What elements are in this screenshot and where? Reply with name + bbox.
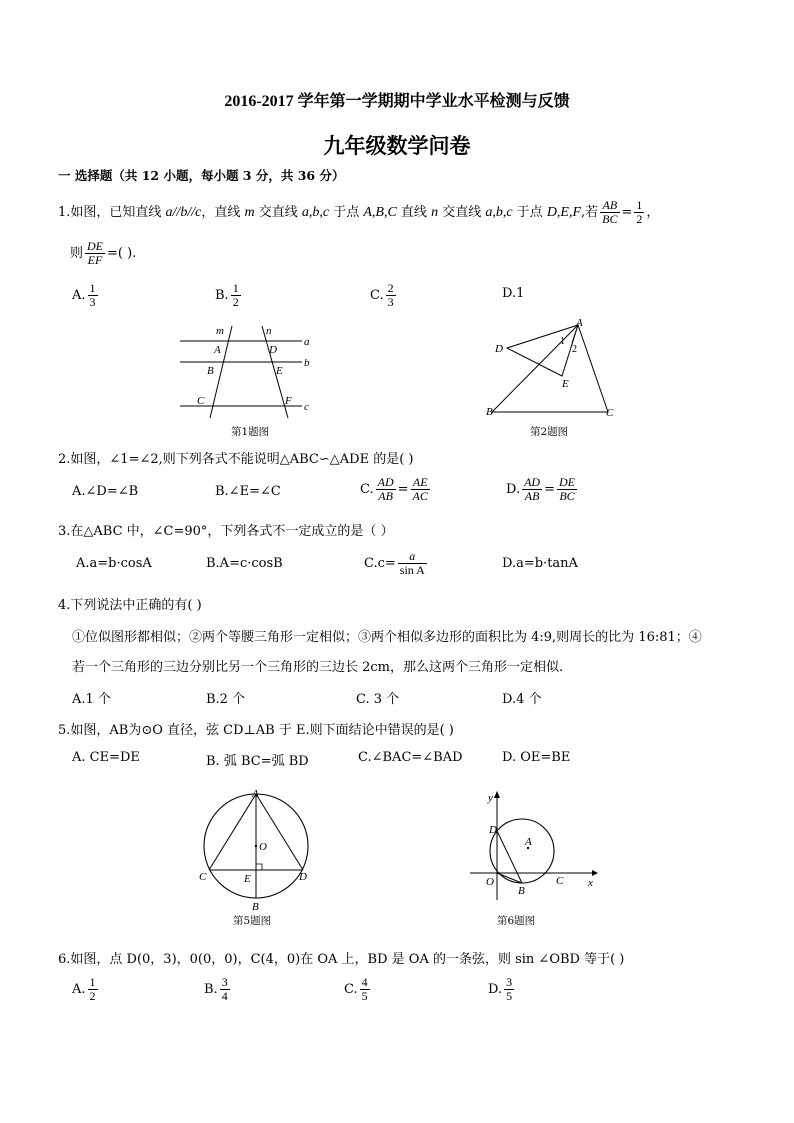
label-point-a: A	[252, 788, 259, 800]
q5-option-a[interactable]: A. CE=DE	[72, 750, 140, 765]
label-point-c: C	[197, 395, 205, 407]
fraction: $\frac{DE}{BC}$	[559, 475, 575, 503]
section-heading: 一 选择题（共 12 小题，每小题 3 分，共 36 分）	[58, 168, 345, 183]
label-y: y	[488, 792, 493, 804]
q5-option-d[interactable]: D. OE=BE	[502, 750, 571, 765]
label-point-a: A	[576, 317, 583, 329]
figure-1-caption: 第1题图	[231, 426, 270, 438]
fraction-ab-bc: $\frac{AB}{BC}$	[602, 198, 618, 226]
label-a: a	[304, 336, 310, 348]
exam-title: 2016-2017 学年第一学期期中学业水平检测与反馈	[224, 93, 570, 110]
figure-2-triangles	[480, 315, 630, 420]
q6-option-b[interactable]: B. $\frac{3}{4}$	[204, 975, 228, 1003]
q4-option-d[interactable]: D.4 个	[502, 692, 542, 707]
fraction-one-half: $\frac{1}{2}$	[636, 198, 643, 226]
label-point-c: C	[199, 871, 207, 883]
q4-option-c[interactable]: C. 3 个	[356, 692, 400, 707]
label-b: b	[304, 357, 310, 369]
fraction-de-ef: $\frac{DE}{EF}$	[87, 239, 104, 267]
question-4-line1: ①位似图形都相似；②两个等腰三角形一定相似；③两个相似多边形的面积比为 4:9,则周长的比为 16:81；④	[72, 630, 702, 645]
label-point-b: B	[207, 365, 214, 377]
q2-option-b[interactable]: B.∠E=∠C	[215, 484, 281, 499]
triangle-abc	[492, 325, 608, 412]
figure-5-caption: 第5题图	[233, 915, 272, 927]
fraction: $\frac{a}{\text{sin A}}$	[399, 549, 425, 577]
fraction: $\frac{3}{5}$	[506, 975, 513, 1003]
label-point-e: E	[562, 378, 569, 390]
q3-option-b[interactable]: B.A=c·cosB	[206, 556, 283, 571]
question-1-stem: 1.如图，已知直线 a//b//c，直线 m 交直线 a,b,c 于点 A,B,C 直线 n 交直线 a,b,c 于点 D,E,F,若 $\frac{AB}{BC}$ = $\frac{1}{2}$ ，	[58, 198, 660, 226]
fraction: $\frac{AD}{AB}$	[377, 475, 394, 503]
figure-1-parallel-lines	[170, 318, 320, 418]
question-2-stem: 2.如图，∠1=∠2,则下列各式不能说明△ABC∽△ADE 的是( )	[58, 452, 414, 467]
fraction: $\frac{2}{3}$	[387, 281, 394, 309]
label-angle-2: 2	[572, 344, 577, 355]
fraction: $\frac{4}{5}$	[361, 975, 368, 1003]
label-m: m	[216, 325, 224, 337]
label-point-d: D	[269, 344, 277, 356]
label-point-o: O	[486, 876, 494, 888]
fraction: $\frac{1}{3}$	[89, 281, 96, 309]
q3-option-c[interactable]: C.c= $\frac{a}{\text{sin A}}$	[364, 549, 425, 577]
figure-5-circle	[196, 788, 316, 913]
question-3-stem: 3.在△ABC 中，∠C=90°，下列各式不一定成立的是（ ）	[58, 524, 394, 539]
label-point-d: D	[299, 871, 307, 883]
center-point	[255, 845, 257, 847]
q2-option-c[interactable]: C. $\frac{AD}{AB}$ = $\frac{AE}{AC}$	[360, 475, 428, 503]
q5-option-b[interactable]: B. 弧 BC=弧 BD	[206, 754, 309, 769]
label-x: x	[588, 877, 593, 889]
q6-option-c[interactable]: C. $\frac{4}{5}$	[344, 975, 368, 1003]
question-4-line2: 若一个三角形的三边分别比另一个三角形的三边长 2cm，那么这两个三角形一定相似.	[72, 660, 564, 675]
triangle-ade	[507, 325, 578, 376]
label-point-a: A	[214, 344, 221, 356]
q5-option-c[interactable]: C.∠BAC=∠BAD	[358, 750, 463, 765]
label-angle-1: 1	[560, 336, 565, 347]
figure-6-coordinate-circle	[470, 788, 600, 903]
q3-option-a[interactable]: A.a=b·cosA	[76, 556, 152, 571]
label-n: n	[266, 325, 272, 337]
label-point-c: C	[606, 407, 614, 419]
q1-option-c[interactable]: C. $\frac{2}{3}$	[370, 281, 394, 309]
exam-subtitle: 九年级数学问卷	[323, 133, 471, 158]
label-c: c	[304, 401, 309, 413]
label-point-f: F	[285, 395, 292, 407]
fraction: $\frac{1}{2}$	[89, 975, 96, 1003]
label-point-a: A	[525, 836, 532, 848]
segment-ac	[209, 794, 256, 870]
figure-6-caption: 第6题图	[497, 915, 536, 927]
q6-option-d[interactable]: D. $\frac{3}{5}$	[488, 975, 513, 1003]
question-6-stem: 6.如图，点 D(0，3)，0(0，0)，C(4，0)在 OA 上，BD 是 OA 的一条弦，则 sin ∠OBD 等于( )	[58, 952, 625, 967]
q1-option-a[interactable]: A. $\frac{1}{3}$	[72, 281, 96, 309]
label-point-b: B	[486, 406, 493, 418]
y-axis-arrow	[494, 791, 500, 798]
q2-option-a[interactable]: A.∠D=∠B	[72, 484, 139, 499]
label-point-e: E	[244, 873, 251, 885]
segment-ad	[256, 794, 303, 870]
question-5-stem: 5.如图，AB为⊙O 直径，弦 CD⊥AB 于 E.则下面结论中错误的是( )	[58, 723, 454, 738]
fraction: $\frac{AE}{AC}$	[412, 475, 428, 503]
q1-option-d[interactable]: D.1	[502, 286, 525, 301]
q6-option-a[interactable]: A. $\frac{1}{2}$	[72, 975, 96, 1003]
label-point-b: B	[252, 901, 259, 913]
question-4-stem: 4.下列说法中正确的有( )	[58, 598, 202, 613]
fraction: $\frac{1}{2}$	[232, 281, 239, 309]
fraction: $\frac{3}{4}$	[221, 975, 228, 1003]
q1-option-b[interactable]: B. $\frac{1}{2}$	[215, 281, 239, 309]
figure-2-caption: 第2题图	[530, 426, 569, 438]
label-point-d: D	[495, 343, 503, 355]
x-axis-arrow	[592, 870, 598, 876]
question-1-line2: 则 $\frac{DE}{EF}$ =( ).	[70, 239, 137, 267]
fraction: $\frac{AD}{AB}$	[524, 475, 541, 503]
q4-option-b[interactable]: B.2 个	[206, 692, 246, 707]
q2-option-d[interactable]: D. $\frac{AD}{AB}$ = $\frac{DE}{BC}$	[506, 475, 575, 503]
label-point-c: C	[556, 875, 564, 887]
label-point-o: O	[259, 841, 267, 853]
right-angle-mark	[256, 864, 262, 870]
label-point-e: E	[276, 365, 283, 377]
q4-option-a[interactable]: A.1 个	[72, 692, 111, 707]
label-point-d: D	[489, 824, 497, 836]
label-point-b: B	[518, 885, 525, 897]
q3-option-d[interactable]: D.a=b·tanA	[502, 556, 578, 571]
